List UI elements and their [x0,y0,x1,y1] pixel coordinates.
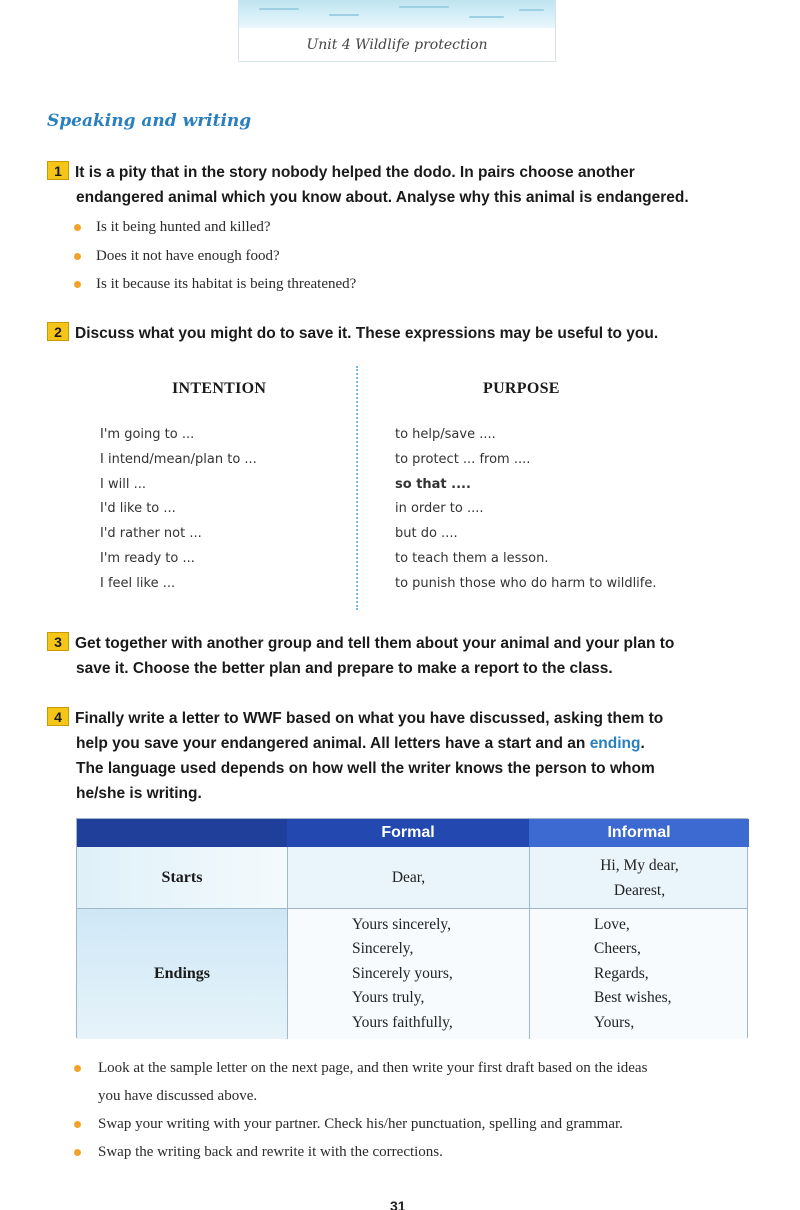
list-item: Swap your writing with your partner. Check his/her punctuation, spelling and grammar. [74,1110,764,1138]
banner-water-image [239,0,555,28]
list-item: Is it being hunted and killed? [74,213,356,242]
dotted-divider [356,366,358,610]
task-3 [47,631,757,681]
expressions-table [90,380,710,610]
endings-informal-cell: Love, Cheers, Regards, Best wishes, Yours, [529,909,749,1039]
letter-phrases-table [76,818,748,1038]
bullet-dot-icon [74,224,81,231]
ending-keyword: ending [589,735,641,752]
starts-formal-cell: Dear, [287,847,529,908]
task-number-badge: 4 [47,707,69,726]
table-header-informal: Informal [529,819,749,847]
task-4-line-2: help you save your endangered animal. All letters have a start and an ending. [76,735,645,752]
list-item: to help/save .... [395,427,496,442]
task-1-bullet-list [74,213,356,299]
task-2-line-1: Discuss what you might do to save it. These expressions may be useful to you. [75,325,659,342]
list-item: but do .... [395,526,458,542]
intention-list [100,423,257,597]
intention-heading: INTENTION [172,380,267,397]
starts-informal-cell: Hi, My dear, Dearest, [529,847,749,908]
bullet-dot-icon [74,1065,81,1072]
table-header-formal: Formal [287,819,529,847]
task-1-line-1: It is a pity that in the story nobody helped the dodo. In pairs choose another [75,164,635,181]
table-header-cell-empty [77,819,287,847]
unit-title: Unit 4 Wildlife protection [306,37,488,53]
list-item: I intend/mean/plan to ... [100,451,257,467]
list-item: I'd rather not ... [100,526,202,542]
list-item: Does it not have enough food? [74,242,356,271]
list-item: in order to .... [395,501,484,517]
task-number-badge: 1 [47,161,69,180]
page-number: 31 [390,1198,406,1210]
task-2 [47,321,757,346]
list-item: Is it because its habitat is being threatened? [74,270,356,299]
task-3-line-1: Get together with another group and tell them about your animal and your plan to [75,635,675,652]
task-4 [47,706,757,806]
row-label-endings: Endings [77,909,287,1039]
bullet-dot-icon [74,253,81,260]
task-number-badge: 3 [47,632,69,651]
table-row-starts [77,847,747,909]
bullet-dot-icon [74,1121,81,1128]
unit-header-banner [238,0,556,62]
row-label-starts: Starts [77,847,287,908]
task-4-line-3: The language used depends on how well the writer knows the person to whom [76,760,655,777]
list-item: I'd like to ... [100,501,176,517]
list-item: to teach them a lesson. [395,550,549,566]
list-item: Look at the sample letter on the next page, and then write your first draft based on the ideas you have discussed above. [74,1054,764,1110]
list-item: to punish those who do harm to wildlife. [395,575,657,591]
list-item: so that .... [395,476,471,492]
list-item: to protect ... from .... [395,451,531,467]
task-4-line-1: Finally write a letter to WWF based on what you have discussed, asking them to [75,710,664,727]
list-item: I feel like ... [100,575,176,591]
endings-formal-cell: Yours sincerely, Sincerely, Sincerely yours, Yours truly, Yours faithfully, [287,909,529,1039]
purpose-heading: PURPOSE [483,380,560,397]
table-header-row [77,819,747,847]
task-number-badge: 2 [47,322,69,341]
list-item: I'm going to ... [100,427,195,442]
purpose-list [395,423,657,597]
writing-steps-list [74,1054,764,1166]
task-4-line-4: he/she is writing. [76,785,202,802]
task-1-line-2: endangered animal which you know about. Analyse why this animal is endangered. [76,189,689,206]
list-item: Swap the writing back and rewrite it with the corrections. [74,1138,764,1166]
section-title: Speaking and writing [47,111,252,131]
bullet-dot-icon [74,281,81,288]
bullet-dot-icon [74,1149,81,1156]
list-item: I will ... [100,476,146,492]
table-row-endings [77,909,747,1039]
task-1 [47,160,757,210]
list-item: I'm ready to ... [100,550,195,566]
task-3-line-2: save it. Choose the better plan and prepare to make a report to the class. [76,660,613,677]
